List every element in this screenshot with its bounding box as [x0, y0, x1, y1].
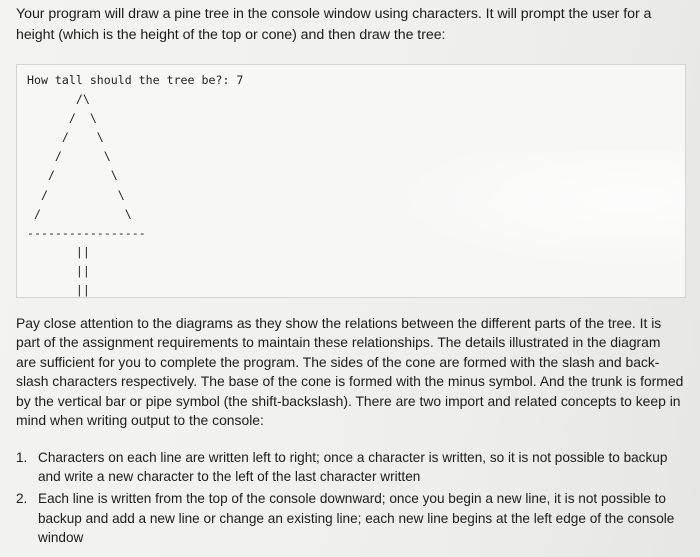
list-item-text: Characters on each line are written left to right; once a character is written, so it is not possible to backup and write a new character to the left of the last character written — [38, 450, 668, 485]
list-item-number: 1. — [16, 450, 28, 465]
concept-list — [16, 448, 686, 550]
description-paragraph: Pay close attention to the diagrams as they show the relations between the different parts of the tree. It is part of the assignment requirements to maintain these relationships. The details illustrated in the diagram are sufficient for you to complete the program. The sides of the cone are formed with the slash and back-slash characters respectively. The base of the cone is formed with the minus symbol. And the trunk is formed by the vertical bar or pipe symbol (the shift-backslash). There are two import and related concepts to keep in mind when writing output to the console: — [16, 315, 684, 429]
list-item — [16, 448, 686, 486]
list-item-text: Each line is written from the top of the console downward; once you begin a new line, it is not possible to backup and add a new line or change an existing line; each new line begins at the left edge of the console window — [38, 491, 675, 545]
list-item-number: 2. — [16, 491, 28, 507]
intro-paragraph: Your program will draw a pine tree in the console window using characters. It will prompt the user for a height (which is the height of the top or cone) and then draw the tree: — [16, 6, 652, 43]
console-output-box — [16, 64, 686, 298]
console-output-text: How tall should the tree be?: 7 /\ / \ / \ / \ / \ / \ / \ ----------------- || || || — [27, 73, 244, 298]
list-item — [16, 489, 686, 547]
photo-glare — [385, 151, 685, 271]
